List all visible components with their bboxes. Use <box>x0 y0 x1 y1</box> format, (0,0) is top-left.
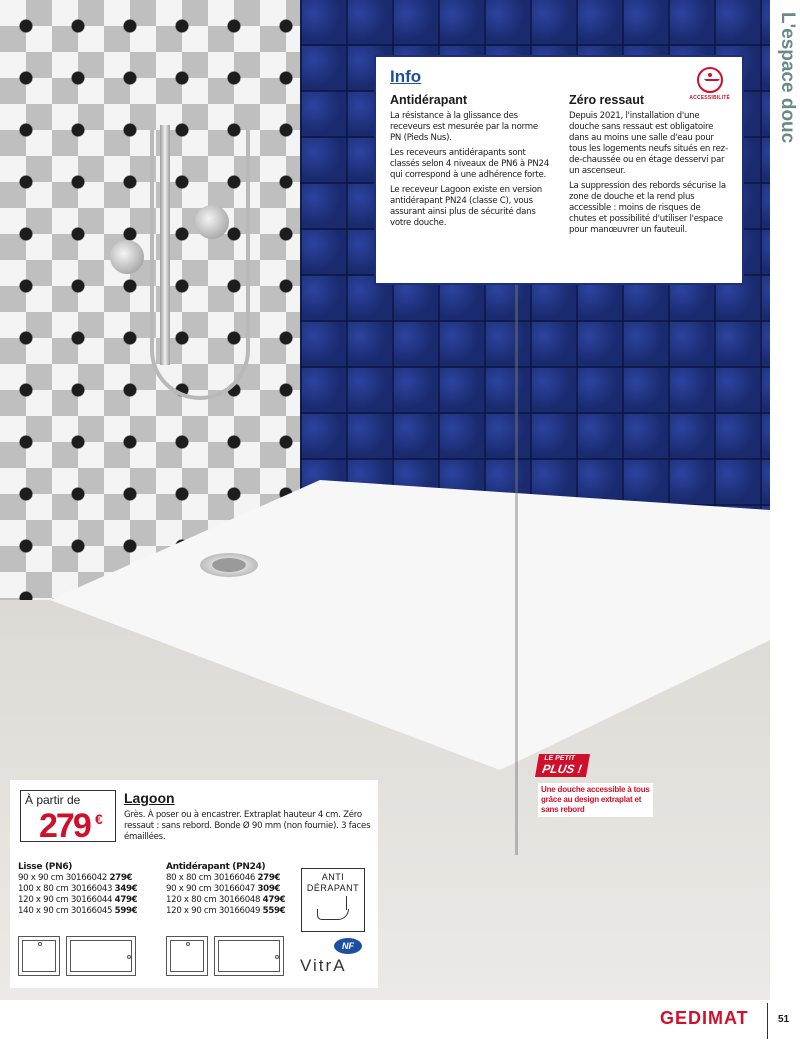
vitra-logo: VitrA <box>300 956 347 975</box>
petit-plus-badge <box>535 754 590 777</box>
info-paragraph: La suppression des rebords sécurise la zone de douche et la rend plus accessible : moins de risques de chutes et possibilité d'utiliser l'espace pour manœuvrer un fauteuil. <box>569 181 726 235</box>
tray-drawing-square <box>166 936 208 976</box>
tray-drawing-rect <box>214 936 284 976</box>
list-item: 90 x 90 cm 30166042 279€ <box>18 873 133 883</box>
anti-label: ANTI <box>321 872 345 882</box>
list-item: 120 x 80 cm 30166048 479€ <box>166 895 286 905</box>
info-heading: Zéro ressaut <box>569 93 645 107</box>
section-title-text: L'espace douc <box>777 12 798 144</box>
page-number: 51 <box>778 1014 790 1025</box>
list-item: 120 x 90 cm 30166049 559€ <box>166 906 286 916</box>
info-column-antiderapant <box>390 93 549 240</box>
accessibility-logo <box>689 67 730 101</box>
info-paragraph: Les receveurs antidérapants sont classés selon 4 niveaux de PN6 à PN24 qui correspond à une adhérence forte. <box>390 148 549 180</box>
info-paragraph: Depuis 2021, l'installation d'une douche sans ressaut est obligatoire dans au moins une salle d'eau pour tous les logements neufs situés en rez-de-chaussée ou en étage desservi par un ascenseur. <box>569 111 728 176</box>
anti-derapant-logo <box>301 868 365 932</box>
product-name: Lagoon <box>124 790 175 806</box>
product-panel <box>10 780 378 988</box>
product-description: Grès. À poser ou à encastrer. Extraplat hauteur 4 cm. Zéro ressaut : sans rebord. Bonde Ø 90 mm (non fournie). 3 faces émaillées. <box>124 810 371 842</box>
drain-icon <box>200 553 258 577</box>
page-separator <box>767 1003 768 1039</box>
shower-hose <box>150 130 250 400</box>
info-title: Info <box>390 67 422 86</box>
drain-dot-icon <box>186 942 190 946</box>
list-item: 80 x 80 cm 30166046 279€ <box>166 873 281 883</box>
info-column-zero-ressaut <box>569 93 728 240</box>
drain-dot-icon <box>38 942 42 946</box>
valve-icon <box>195 205 229 239</box>
list-item: 140 x 90 cm 30166045 599€ <box>18 906 138 916</box>
price-list-lisse <box>18 862 137 917</box>
foot-icon <box>315 896 351 922</box>
drain-dot-icon <box>275 955 279 959</box>
tray-drawing-square <box>18 936 60 976</box>
list-item: 90 x 90 cm 30166047 309€ <box>166 884 281 894</box>
info-box <box>374 55 744 285</box>
list-item: 100 x 80 cm 30166043 349€ <box>18 884 138 894</box>
list-title: Antidérapant (PN24) <box>166 862 266 872</box>
section-title-vertical <box>776 12 798 192</box>
brand-logo: GEDIMAT <box>660 1008 749 1028</box>
info-paragraph: La résistance à la glissance des receveurs est mesurée par la norme PN (Pieds Nus). <box>390 111 538 143</box>
nf-logo: NF <box>334 938 362 954</box>
accessibility-label: ACCESSIBILITÉ <box>689 95 730 101</box>
petit-plus-text: Une douche accessible à tous grâce au design extraplat et sans rebord <box>541 785 650 814</box>
info-heading: Antidérapant <box>390 93 468 107</box>
glass-panel <box>515 285 518 855</box>
petit-plus-text-box <box>538 783 653 817</box>
derapant-label: DÉRAPANT <box>306 883 360 893</box>
price-value: 279 <box>39 807 90 845</box>
petit-plus-big: PLUS ! <box>541 762 583 776</box>
petit-plus-small: LE PETIT <box>543 755 576 762</box>
price-box <box>20 790 116 845</box>
price-from-label: À partir de <box>25 793 81 807</box>
valve-icon <box>110 240 144 274</box>
list-title: Lisse (PN6) <box>18 862 73 872</box>
price-currency: € <box>95 811 103 827</box>
list-item: 120 x 90 cm 30166044 479€ <box>18 895 138 905</box>
drain-dot-icon <box>127 955 131 959</box>
info-paragraph: Le receveur Lagoon existe en version antidérapant PN24 (classe C), vous assurant ainsi plus de sécurité dans votre douche. <box>390 185 543 228</box>
tray-drawing-rect <box>66 936 136 976</box>
accessibility-icon <box>697 67 723 93</box>
price-list-antiderapant <box>166 862 285 917</box>
